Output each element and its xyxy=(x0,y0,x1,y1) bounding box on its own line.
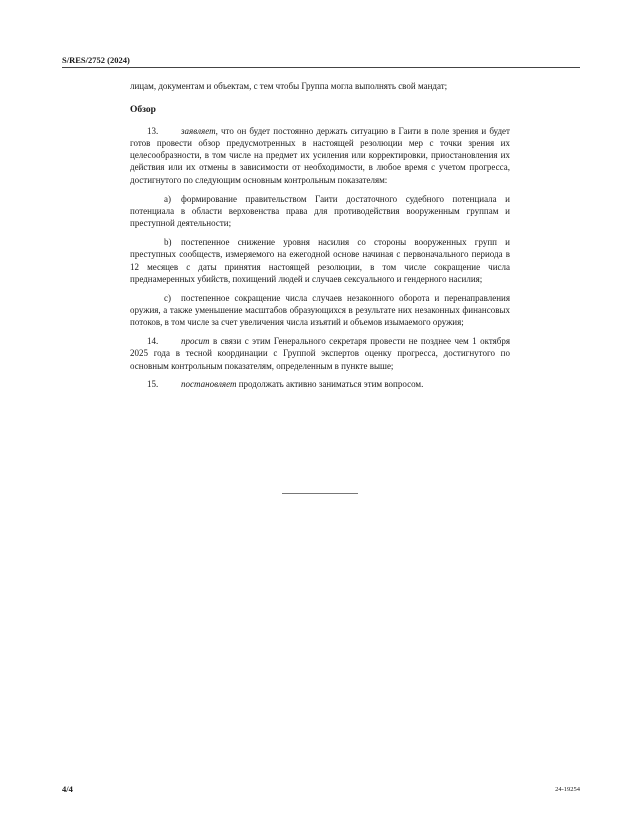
paragraph-14 xyxy=(130,335,510,372)
paragraph-number: 13. xyxy=(147,125,159,136)
subparagraph-b xyxy=(130,236,510,285)
subparagraph-a xyxy=(130,193,510,230)
subparagraph-c xyxy=(130,292,510,329)
document-symbol: S/RES/2752 (2024) xyxy=(62,55,130,65)
paragraph-text: продолжать активно заниматься этим вопросом. xyxy=(236,379,424,390)
subparagraph-text: формирование правительством Гаити достаточного судебного потенциала и потенциала в области верховенства права для противодействия вооруженным группам и преступной деятельности; xyxy=(130,193,510,229)
operative-verb: заявляет xyxy=(181,125,216,136)
paragraph-text: , что он будет постоянно держать ситуацию в Гаити в поле зрения и будет готов провести обзор предусмотренных в настоящей резолюции мер с точки зрения их целесообразности, в том числе на предмет их усиления или корректировки, приостановления их действия или их отмены в зависимости от необходимости, в любое время с учетом прогресса, достигнутого по следующим основным контрольным показателям: xyxy=(130,125,510,185)
paragraph-15 xyxy=(130,378,510,390)
section-heading: Обзор xyxy=(130,105,156,116)
subparagraph-label: c) xyxy=(164,292,171,303)
paragraph-number: 15. xyxy=(147,379,159,390)
document-body xyxy=(130,80,510,397)
subparagraph-label: a) xyxy=(164,193,171,204)
continuation-paragraph: лицам, документам и объектам, с тем чтобы Группа могла выполнять свой мандат; xyxy=(130,81,448,91)
paragraph-number: 14. xyxy=(147,336,159,347)
paragraph-text: в связи с этим Генерального секретаря провести не позднее чем 1 октября 2025 года в тесной координации с Группой экспертов оценку прогресса, достигнутого по основным контрольным показателям, определенным в пункте выше; xyxy=(130,336,510,371)
header-divider xyxy=(62,67,580,68)
subparagraph-label: b) xyxy=(164,236,172,247)
end-of-document-rule xyxy=(282,493,358,494)
paragraph-13 xyxy=(130,125,510,186)
subparagraph-text: постепенное сокращение числа случаев незаконного оборота и перенаправления оружия, а также уменьшение масштабов образующихся в результате них незаконных финансовых потоков, в том числе за счет увеличения числа изъятий и объемов изымаемого оружия; xyxy=(130,292,510,328)
document-number: 24-19254 xyxy=(555,786,580,793)
subparagraph-text: постепенное снижение уровня насилия со стороны вооруженных групп и преступных сообществ, измеряемого на ежегодной основе начиная с первоначального периода в 12 месяцев с даты принятия настоящей резолюции, в том числе сокращение числа преднамеренных убийств, похищений людей и случаев сексуального и гендерного насилия; xyxy=(130,236,510,284)
page-number: 4/4 xyxy=(62,784,73,794)
operative-verb: просит xyxy=(181,336,210,347)
operative-verb: постановляет xyxy=(181,379,237,390)
